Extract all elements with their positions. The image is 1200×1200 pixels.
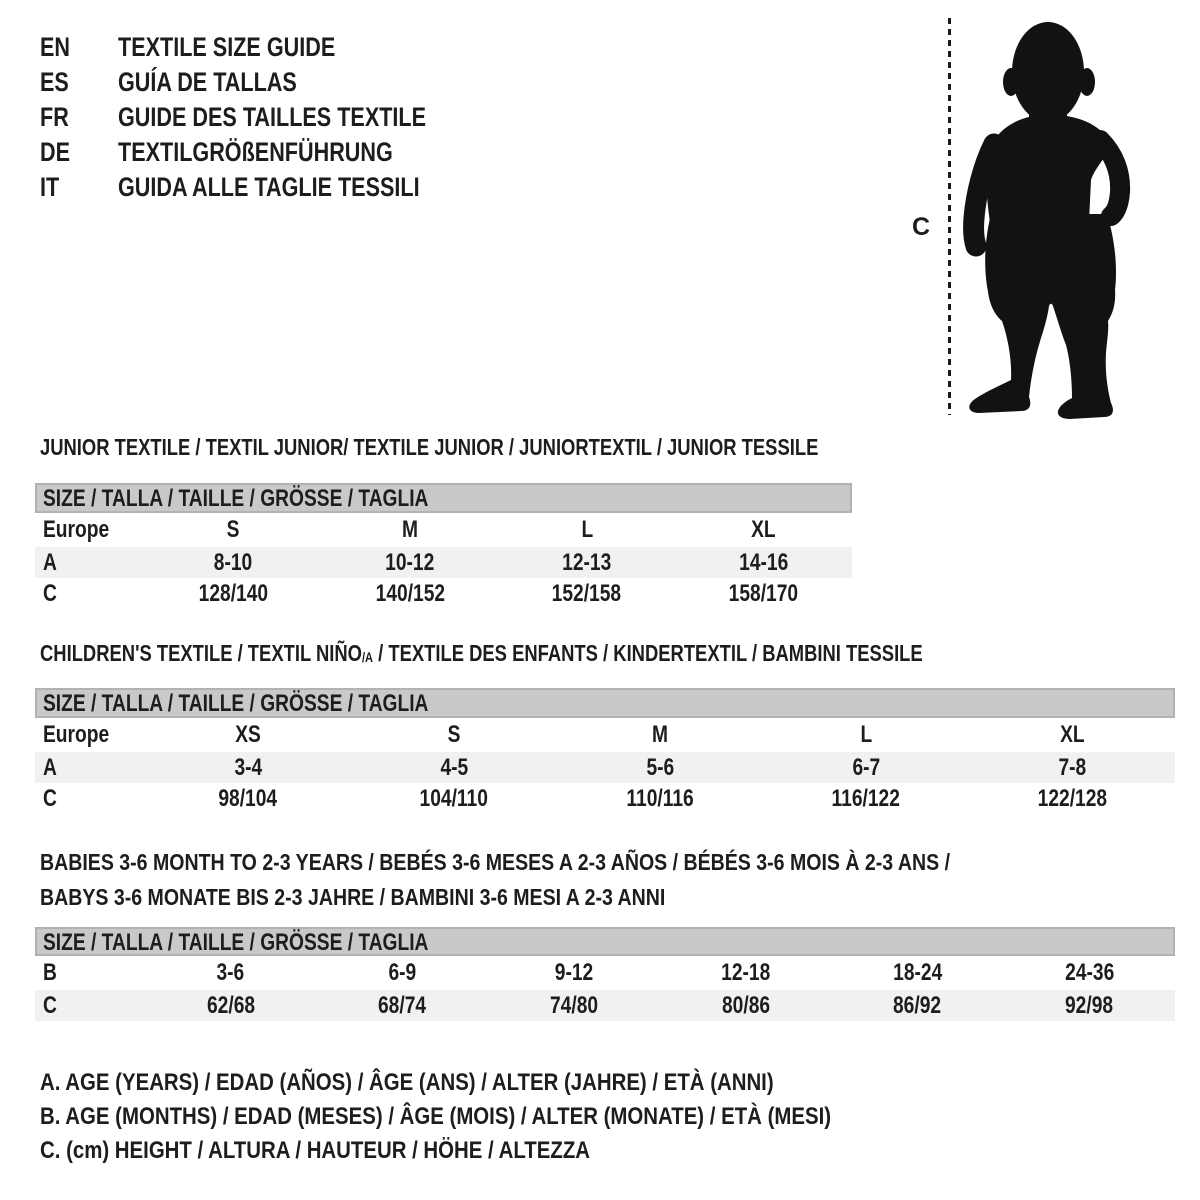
language-title-block <box>40 30 503 205</box>
size-header-band: SIZE / TALLA / TAILLE / GRÖSSE / TAGLIA <box>35 688 1175 718</box>
height-cell: 74/80 <box>550 992 599 1019</box>
size-cell: M <box>402 516 419 543</box>
table-row-age <box>35 752 1175 783</box>
legend-height-cm: C. (cm) HEIGHT / ALTURA / HAUTEUR / HÖHE / ALTEZZA <box>40 1137 591 1164</box>
lang-row-fr <box>40 100 503 135</box>
guide-title-fr: GUIDE DES TAILLES TEXTILE <box>118 102 427 132</box>
size-header-band: SIZE / TALLA / TAILLE / GRÖSSE / TAGLIA <box>35 927 1175 956</box>
legend-age-years: A. AGE (YEARS) / EDAD (AÑOS) / ÂGE (ANS) / ALTER (JAHRE) / ETÀ (ANNI) <box>40 1069 774 1096</box>
children-table-title: CHILDREN'S TEXTILE / TEXTIL NIÑO/A / TEXTILE DES ENFANTS / KINDERTEXTIL / BAMBINI TESSILE <box>40 640 923 666</box>
height-cell: 68/74 <box>378 992 427 1019</box>
height-measure-label: C <box>911 213 931 241</box>
age-cell: 6-7 <box>852 754 880 781</box>
toddler-torso <box>987 114 1111 222</box>
guide-title-it: GUIDA ALLE TAGLIE TESSILI <box>118 172 420 202</box>
height-cell: 140/152 <box>375 580 445 607</box>
table-row-months <box>35 956 1175 990</box>
children-size-table <box>35 688 1175 814</box>
guide-title-de: TEXTILGRÖßENFÜHRUNG <box>118 137 393 167</box>
table-row-height <box>35 578 852 609</box>
row-label: A <box>43 549 57 576</box>
height-cell: 116/122 <box>831 785 901 812</box>
babies-table-title-line1: BABIES 3-6 MONTH TO 2-3 YEARS / BEBÉS 3-6 MESES A 2-3 AÑOS / BÉBÉS 3-6 MOIS À 2-3 ANS / <box>40 849 951 875</box>
junior-table-title: JUNIOR TEXTILE / TEXTIL JUNIOR/ TEXTILE JUNIOR / JUNIORTEXTIL / JUNIOR TESSILE <box>40 434 819 460</box>
toddler-ear-left <box>1003 68 1019 96</box>
months-cell: 18-24 <box>892 959 943 986</box>
months-cell: 24-36 <box>1064 959 1114 986</box>
size-cell: M <box>652 721 668 748</box>
nino-a-suffix: /A <box>361 650 374 665</box>
guide-title-en: TEXTILE SIZE GUIDE <box>118 32 336 62</box>
row-label: Europe <box>43 721 110 748</box>
height-cell: 158/170 <box>728 580 799 607</box>
age-cell: 7-8 <box>1058 754 1086 781</box>
toddler-right-arm <box>1100 140 1120 216</box>
guide-title-es: GUÍA DE TALLAS <box>118 67 297 97</box>
lang-row-de <box>40 135 503 170</box>
table-row-age <box>35 547 852 578</box>
size-cell: S <box>447 721 461 748</box>
age-cell: 8-10 <box>214 549 253 576</box>
age-cell: 3-4 <box>234 754 262 781</box>
months-cell: 3-6 <box>216 959 245 986</box>
size-header-band: SIZE / TALLA / TAILLE / GRÖSSE / TAGLIA <box>35 483 852 513</box>
age-cell: 4-5 <box>440 754 468 781</box>
size-cell: XL <box>1059 721 1085 748</box>
lang-code: EN <box>40 32 71 62</box>
lang-code: DE <box>40 137 71 167</box>
height-cell: 98/104 <box>218 785 278 812</box>
height-cell: 104/110 <box>419 785 489 812</box>
lang-row-es <box>40 65 503 100</box>
lang-code: FR <box>40 102 69 132</box>
height-measure-dashed-line <box>948 18 951 415</box>
table-row-height <box>35 990 1175 1021</box>
age-cell: 10-12 <box>385 549 435 576</box>
size-cell: XL <box>751 516 776 543</box>
height-cell: 80/86 <box>721 992 770 1019</box>
height-cell: 110/116 <box>626 785 694 812</box>
size-cell: S <box>226 516 240 543</box>
height-cell: 128/140 <box>198 580 269 607</box>
lang-code: ES <box>40 67 69 97</box>
toddler-ear-right <box>1079 68 1095 96</box>
size-cell: XS <box>235 721 261 748</box>
row-label: B <box>43 959 57 986</box>
height-cell: 122/128 <box>1037 785 1107 812</box>
babies-table-title-line2: BABYS 3-6 MONATE BIS 2-3 JAHRE / BAMBINI 3-6 MESI A 2-3 ANNI <box>40 884 666 910</box>
height-cell: 62/68 <box>206 992 255 1019</box>
size-cell: L <box>860 721 872 748</box>
table-row-height <box>35 783 1175 814</box>
height-cell: 86/92 <box>893 992 942 1019</box>
size-cell: L <box>580 516 593 543</box>
height-cell: 92/98 <box>1065 992 1114 1019</box>
row-label: C <box>43 785 57 812</box>
age-cell: 12-13 <box>562 549 612 576</box>
babies-size-table <box>35 927 1175 1021</box>
table-row-europe <box>35 513 852 547</box>
age-cell: 5-6 <box>646 754 674 781</box>
row-label: A <box>43 754 57 781</box>
table-row-europe <box>35 718 1175 752</box>
row-label: C <box>43 992 57 1019</box>
lang-row-en <box>40 30 503 65</box>
age-cell: 14-16 <box>739 549 789 576</box>
months-cell: 9-12 <box>554 959 594 986</box>
toddler-lower-body <box>969 214 1116 419</box>
lang-row-it <box>40 170 503 205</box>
height-cell: 152/158 <box>552 580 622 607</box>
months-cell: 12-18 <box>721 959 771 986</box>
junior-size-table <box>35 483 852 609</box>
lang-code: IT <box>40 172 60 202</box>
months-cell: 6-9 <box>388 959 417 986</box>
toddler-silhouette <box>961 20 1133 422</box>
row-label: Europe <box>43 516 110 543</box>
legend-age-months: B. AGE (MONTHS) / EDAD (MESES) / ÂGE (MOIS) / ALTER (MONATE) / ETÀ (MESI) <box>40 1103 832 1130</box>
row-label: C <box>43 580 57 607</box>
